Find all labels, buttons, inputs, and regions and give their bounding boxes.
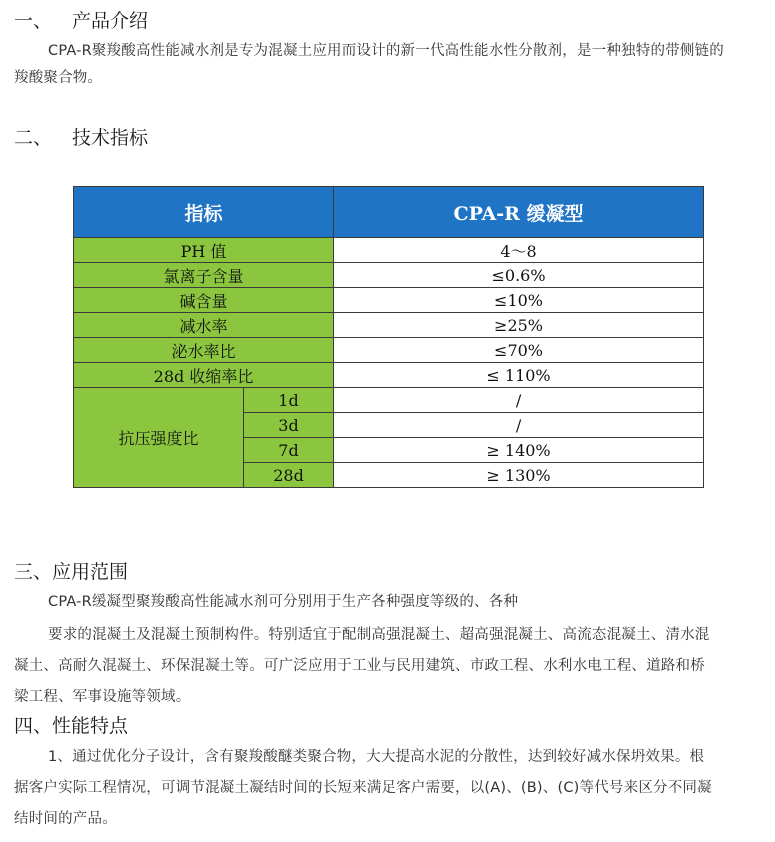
table-row: [74, 313, 704, 338]
section3-paragraph-line-4: 梁工程、军事设施等领域。: [14, 689, 191, 705]
strength-age-3d: 3d: [244, 413, 334, 438]
row-label-alkali: 碱含量: [74, 288, 334, 313]
section1-heading-number: 一、: [14, 10, 53, 32]
strength-age-28d: 28d: [244, 463, 334, 488]
section3-paragraph-line-1: CPA-R缓凝型聚羧酸高性能减水剂可分别用于生产各种强度等级的、各种: [48, 594, 519, 610]
row-value-ph: 4～8: [334, 238, 704, 263]
row-value-chloride: ≤0.6%: [334, 263, 704, 288]
row-label-ph: PH 值: [74, 238, 334, 263]
row-value-alkali: ≤10%: [334, 288, 704, 313]
strength-age-1d: 1d: [244, 388, 334, 413]
table-row: [74, 363, 704, 388]
section1-heading-title: 产品介绍: [72, 10, 149, 32]
section2-heading-number: 二、: [14, 127, 53, 149]
row-value-shrinkage: ≤ 110%: [334, 363, 704, 388]
table-row: [74, 238, 704, 263]
table-header-row: [74, 187, 704, 238]
section4-paragraph-line-1: 1、通过优化分子设计，含有聚羧酸醚类聚合物，大大提高水泥的分散性，达到较好减水保坍效果。根: [48, 749, 705, 765]
row-label-chloride: 氯离子含量: [74, 263, 334, 288]
section3-paragraph-line-2: 要求的混凝土及混凝土预制构件。特别适宜于配制高强混凝土、超高强混凝土、高流态混凝土、清水混: [48, 627, 710, 643]
row-label-compressive-strength: 抗压强度比: [74, 388, 244, 488]
section2-heading-title: 技术指标: [72, 127, 149, 149]
section1-paragraph-line-1: CPA-R聚羧酸高性能减水剂是专为混凝土应用而设计的新一代高性能水性分散剂，是一种独特的带侧链的: [48, 43, 724, 59]
section4-paragraph-line-2: 据客户实际工程情况，可调节混凝土凝结时间的长短来满足客户需要，以(A)、(B)、(C)等代号来区分不同凝: [14, 780, 712, 796]
strength-value-28d: ≥ 130%: [334, 463, 704, 488]
section3-paragraph-line-3: 凝土、高耐久混凝土、环保混凝土等。可广泛应用于工业与民用建筑、市政工程、水利水电工程、道路和桥: [14, 658, 705, 674]
row-label-shrinkage: 28d 收缩率比: [74, 363, 334, 388]
row-value-bleeding: ≤70%: [334, 338, 704, 363]
section4-heading: 四、性能特点: [14, 715, 129, 737]
strength-value-3d: /: [334, 413, 704, 438]
row-value-water-reduction: ≥25%: [334, 313, 704, 338]
table-header-product: CPA-R 缓凝型: [334, 187, 704, 238]
section3-heading: 三、应用范围: [14, 561, 129, 583]
section1-paragraph-line-2: 羧酸聚合物。: [14, 70, 103, 86]
strength-value-7d: ≥ 140%: [334, 438, 704, 463]
table-row: [74, 263, 704, 288]
strength-age-7d: 7d: [244, 438, 334, 463]
table-row: [74, 388, 704, 413]
row-label-water-reduction: 减水率: [74, 313, 334, 338]
table-row: [74, 338, 704, 363]
technical-spec-table: [73, 186, 704, 488]
strength-value-1d: /: [334, 388, 704, 413]
table-row: [74, 288, 704, 313]
table-header-indicator: 指标: [74, 187, 334, 238]
section4-paragraph-line-3: 结时间的产品。: [14, 811, 117, 827]
row-label-bleeding: 泌水率比: [74, 338, 334, 363]
